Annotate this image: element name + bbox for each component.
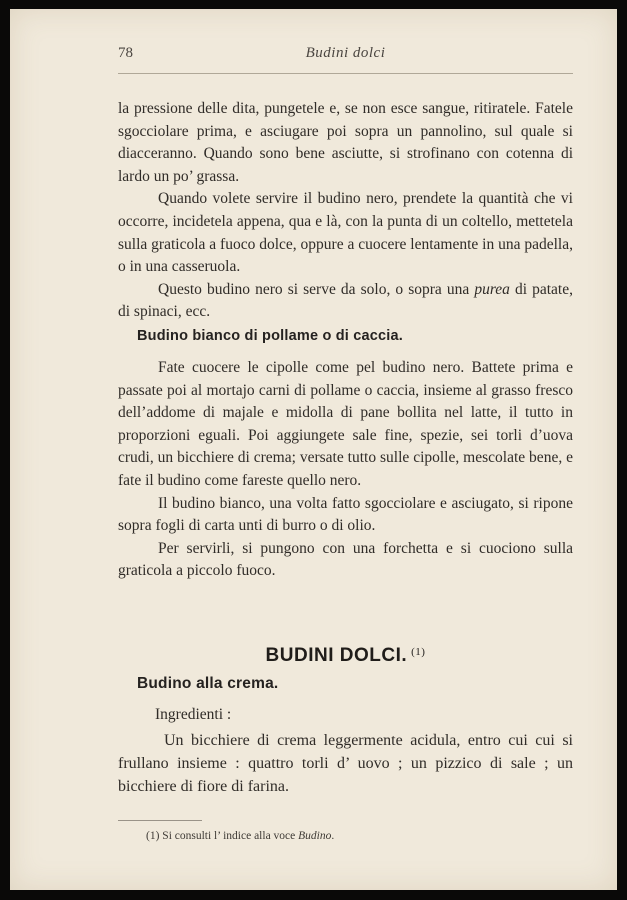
chapter-title-text: BUDINI DOLCI.	[265, 645, 408, 666]
running-head: Budini dolci	[305, 45, 386, 61]
footnote-end: .	[331, 830, 335, 842]
footnote-rule	[118, 820, 202, 821]
footnote-italic: Budino	[298, 830, 332, 842]
footnote	[146, 830, 334, 842]
section-heading-budino-crema: Budino alla crema.	[137, 675, 279, 692]
ingredients-text: Un bicchiere di crema leggermente acidula, entro cui cui si frullano insieme : quattro torli d’ uovo ; un pizzico di sale ; un bicchiere di fiore di farina.	[118, 732, 573, 795]
paragraph	[118, 279, 573, 324]
paragraph: Fate cuocere le cipolle come pel budino nero. Battete prima e passate poi al mortajo carni di pollame o caccia, insieme al grasso fresco dell’addome di majale e midolla di pane bollita nel latte, il tutto in proporzioni eguali. Poi aggiungete sale fine, spezie, sei torli d’uova crudi, un bicchiere di crema; versate tutto sulle cipolle, mescolate bene, e fate il budino come fareste quello nero.	[118, 359, 573, 489]
ingredients-label	[118, 704, 573, 727]
paragraph: la pressione delle dita, pungetele e, se non esce sangue, ritiratele. Fatele sgocciolare prima, e asciugare poi sopra un pannolino, sul quale si diacceranno. Quando sono bene asciutte, si strofinano con cotenna di lardo un po’ grassa.	[118, 100, 573, 185]
footnote-marker: (1)	[146, 830, 160, 842]
page-number: 78	[118, 45, 133, 61]
book-page	[10, 9, 617, 890]
footnote-text: Si consulti l’ indice alla voce	[162, 830, 299, 842]
ingredients-label-text: Ingredienti :	[155, 706, 232, 723]
section-heading-budino-bianco: Budino bianco di pollame o di caccia.	[137, 328, 404, 344]
paragraph-text: Questo budino nero si serve da solo, o sopra una	[158, 280, 475, 298]
paragraph-text: di patate, di spinaci, ecc.	[118, 280, 573, 321]
paragraph: Per servirli, si pungono con una forchetta e si cuociono sulla graticola a piccolo fuoco.	[118, 539, 573, 580]
chapter-title	[118, 645, 573, 667]
paragraph: Il budino bianco, una volta fatto sgocciolare e asciugato, si ripone sopra fogli di carta unti di burro o di olio.	[118, 494, 573, 535]
page-header	[118, 45, 573, 74]
paragraph: Quando volete servire il budino nero, prendete la quantità che vi occorre, incidetela appena, qua e là, con la punta di un coltello, mettetela sulla graticola a fuoco dolce, oppure a cuocere lentamente in una padella, o in una casseruola.	[118, 190, 573, 276]
text-block-budino-nero	[118, 98, 573, 324]
italic-term: purea	[474, 280, 510, 298]
text-block-budino-bianco	[118, 357, 573, 583]
ingredients-text-block	[118, 729, 573, 798]
footnote-reference: (1)	[411, 646, 426, 658]
